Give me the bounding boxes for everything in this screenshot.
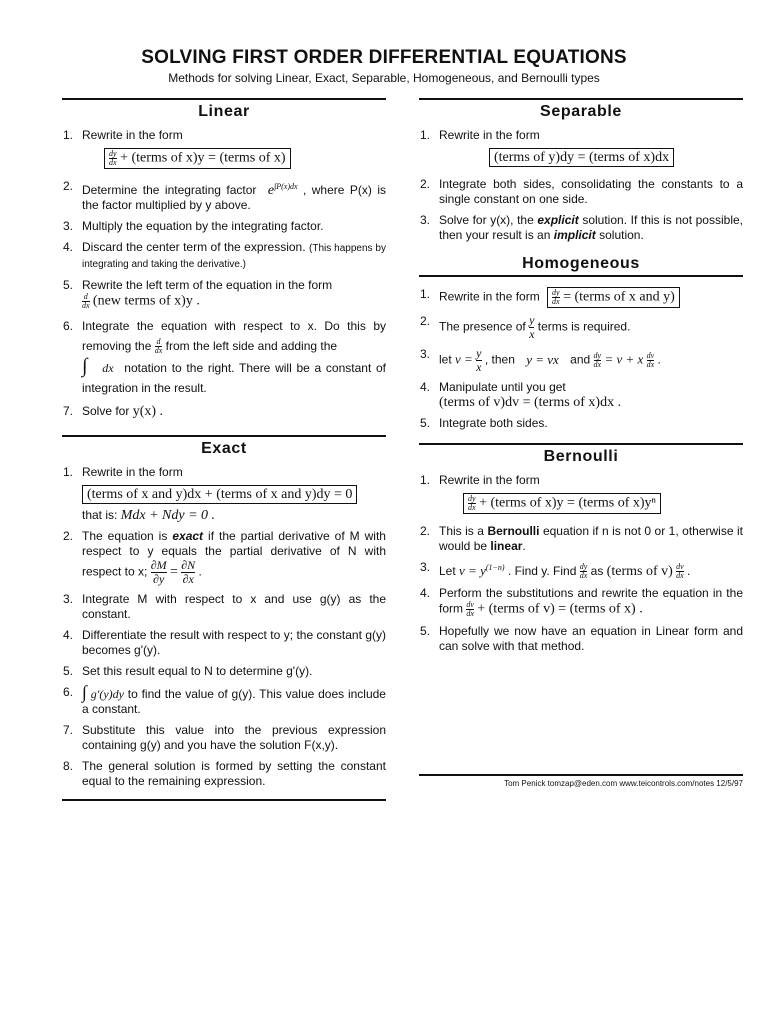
footer-credit: Tom Penick tomzap@eden.com www.teicontrols.com/notes 12/5/97 (419, 774, 743, 788)
page-subtitle: Methods for solving Linear, Exact, Separable, Homogeneous, and Bernoulli types (168, 71, 600, 85)
list-item: 5. Hopefully we now have an equation in Linear form and can solve with that method. (420, 624, 743, 654)
homogeneous-section (419, 249, 743, 431)
homogeneous-steps (419, 287, 743, 431)
list-item: 4. Manipulate until you get (terms of v)dv = (terms of x)dx . (420, 380, 622, 410)
list-item: 3. let v = $\frac{y}{x}$ , then y = vx and $\frac{dy}{dx}$ = v + x $\frac{dv}{dx}$ . (420, 346, 661, 374)
list-item: 7. Solve for y(x) . (63, 404, 164, 419)
list-item: 1. Rewrite in the form $\frac{dy}{dx}$ + (terms of x)y = (terms of x) (62, 128, 386, 173)
list-item: 8. The general solution is formed by setting the constant equal to the remaining expression. (63, 759, 386, 788)
separable-section (419, 98, 743, 243)
list-item: 3. Multiply the equation by the integrating factor. (63, 219, 324, 233)
section-heading-linear: Linear (198, 103, 250, 120)
list-item: 4. Perform the substitutions and rewrite the equation in the form $\frac{dv}{dx}$ + (terms of v) = (terms of x) . (420, 586, 743, 619)
left-column (62, 98, 386, 801)
formula-box: (terms of y)dy = (terms of x)dx (489, 148, 674, 167)
list-item: 3. Solve for y(x), the explicit solution. If this is not possible, then your result is an implicit solution. (420, 213, 743, 242)
list-item: 7. Substitute this value into the previous expression containing g(y) and you have the solution F(x,y). (63, 723, 386, 752)
section-heading-separable: Separable (540, 103, 622, 120)
list-item: 1. Rewrite in the form $\frac{dy}{dx}$ = (terms of x and y) (419, 287, 743, 308)
list-item: 2. Determine the integrating factor $e^{\int P(x)dx}$ , where P(x) is the factor multiplied by y above. (63, 179, 386, 212)
exact-section (62, 435, 386, 801)
list-item: 5. Integrate both sides. (420, 416, 548, 430)
section-divider (419, 275, 743, 277)
linear-steps (62, 128, 386, 419)
list-item: 2. The presence of $\frac{y}{x}$ terms is required. (420, 313, 631, 341)
section-heading-bernoulli: Bernoulli (543, 448, 619, 465)
list-item: 2. The equation is exact if the partial derivative of M with respect to y equals the partial derivative of N with respect to x; $\frac{\partial M}{\partial y}$ = $\frac{\partial N}{\partial x}$ . (63, 529, 386, 586)
separable-steps (419, 128, 743, 243)
section-heading-homogeneous: Homogeneous (522, 255, 640, 272)
list-item: 2. This is a Bernoulli equation if n is not 0 or 1, otherwise it would be linear. (420, 524, 743, 553)
list-item: 6. Integrate the equation with respect to x. Do this by removing the $\frac{d}{dx}$ from the left side and adding the ∫ dx notation to the right. There will be a constant of integration in the result. (63, 319, 387, 395)
list-item: 4. Differentiate the result with respect to y; the constant g(y) becomes g'(y). (63, 628, 386, 657)
formula-box: $\frac{dy}{dx}$ + (terms of x)y = (terms of x) (104, 148, 291, 169)
list-item: 5. Set this result equal to N to determine g'(y). (63, 664, 313, 678)
page-title: SOLVING FIRST ORDER DIFFERENTIAL EQUATIONS (141, 47, 627, 68)
list-item: 5. Rewrite the left term of the equation in the form $\frac{d}{dx}$ (new terms of x)y . (63, 278, 333, 310)
list-item: 1. Rewrite in the form (terms of y)dy = (terms of x)dx (419, 128, 743, 171)
list-item: 1. Rewrite in the form (terms of x and y)dx + (terms of x and y)dy = 0 that is: Mdx + Ndy = 0 . (62, 465, 386, 523)
formula-box: $\frac{dy}{dx}$ + (terms of x)y = (terms of x)yⁿ (463, 493, 661, 514)
section-heading-exact: Exact (201, 440, 247, 457)
list-item: 4. Discard the center term of the expression. (This happens by integrating and taking the derivative.) (63, 240, 386, 270)
bernoulli-steps (419, 473, 743, 654)
list-item: 2. Integrate both sides, consolidating the constants to a single constant on one side. (420, 177, 743, 206)
list-item: 3. Integrate M with respect to x and use g(y) as the constant. (63, 592, 386, 621)
formula-box: (terms of x and y)dx + (terms of x and y)dy = 0 (82, 485, 357, 504)
list-item: 3. Let $v = y^{(1-n)}$ . Find y. Find $\frac{dy}{dx}$ as (terms of v) $\frac{dv}{dx}$ . (420, 560, 691, 581)
bernoulli-section (419, 443, 743, 654)
list-item: 6. ∫ g'(y)dy to find the value of g(y). This value does include a constant. (63, 682, 386, 716)
section-divider (62, 799, 386, 801)
linear-section (62, 98, 386, 419)
right-column (419, 98, 743, 660)
list-item: 1. Rewrite in the form $\frac{dy}{dx}$ + (terms of x)y = (terms of x)yⁿ (419, 473, 743, 518)
formula-box: $\frac{dy}{dx}$ = (terms of x and y) (547, 287, 680, 308)
exact-steps (62, 465, 386, 789)
